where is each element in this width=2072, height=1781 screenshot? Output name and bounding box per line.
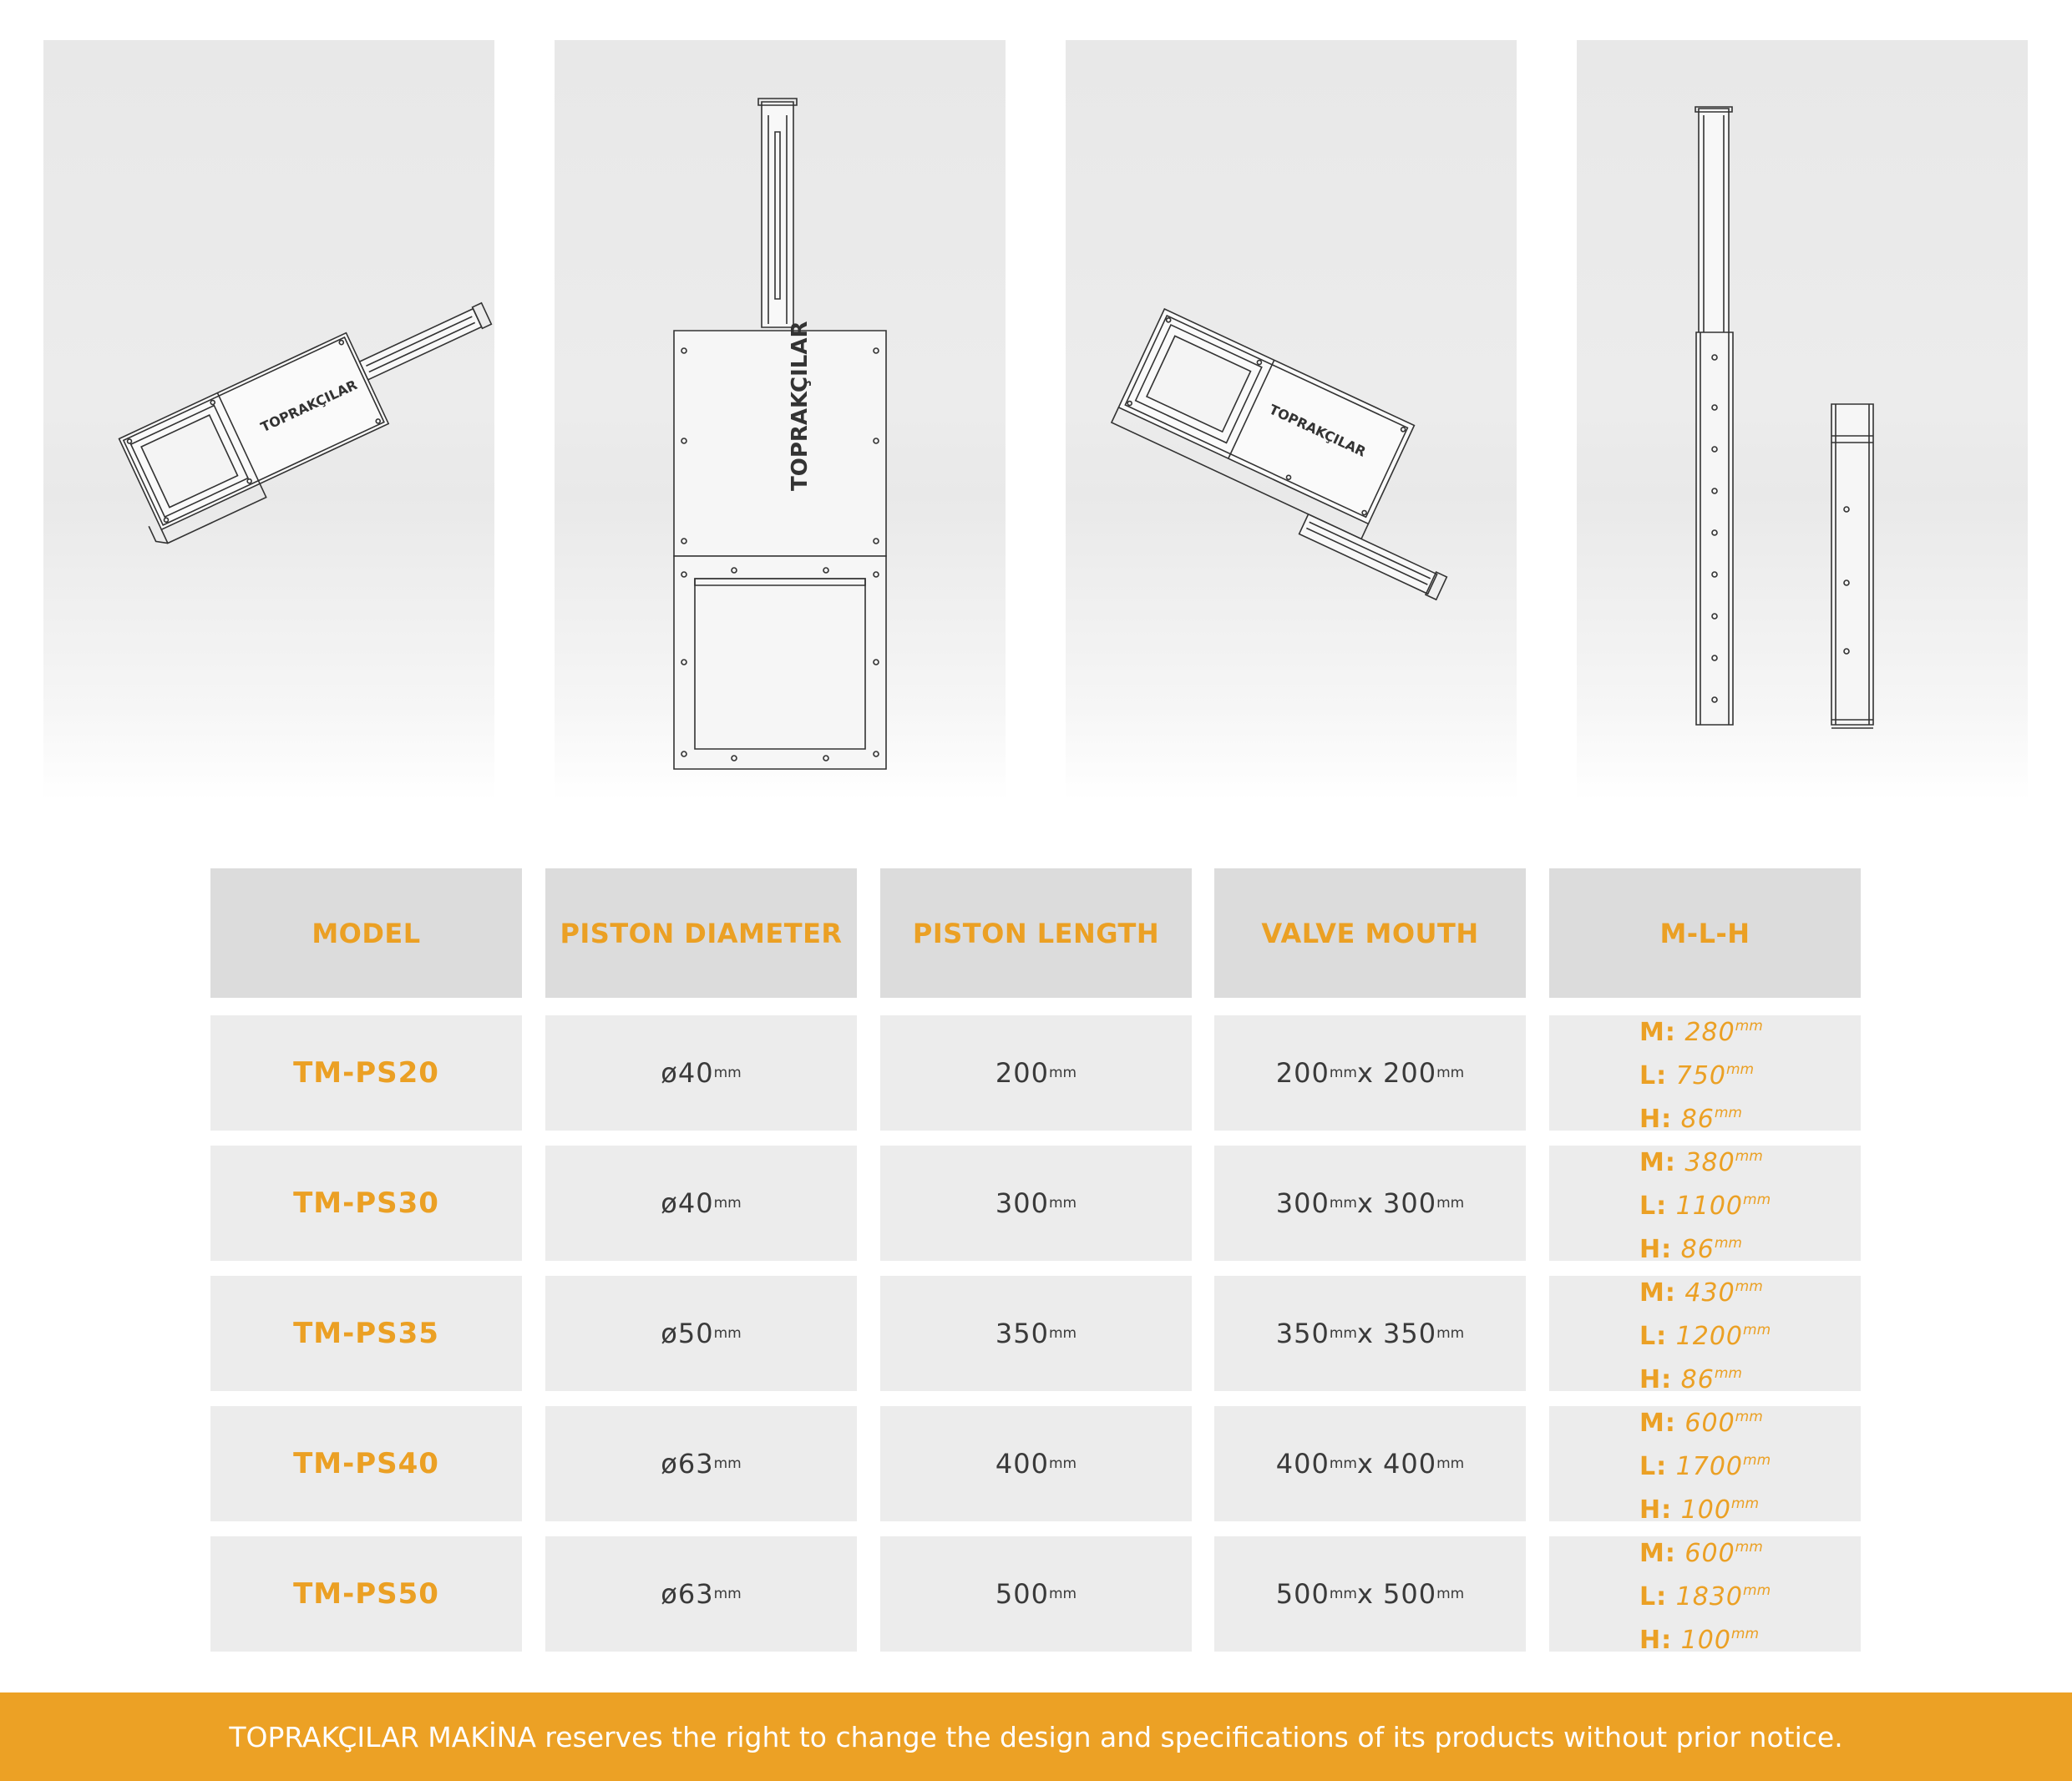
mlh-h-unit: mm [1730, 1626, 1760, 1642]
header-valve-mouth: VALVE MOUTH [1214, 868, 1526, 998]
valve-mouth-a-unit: mm [1329, 1325, 1357, 1342]
mlh-m-line [1639, 1268, 1763, 1312]
piston-diameter-cell [545, 1536, 857, 1652]
valve-mouth-a: 300 [1275, 1187, 1330, 1219]
piston-length-unit: mm [1048, 1195, 1077, 1212]
mlh-l-value: 1200 [1675, 1322, 1744, 1351]
slide-gate-side-drawing [1577, 40, 2028, 800]
mlh-h-unit: mm [1730, 1495, 1760, 1512]
valve-mouth-separator: x [1356, 1318, 1374, 1349]
piston-length-value: 500 [995, 1578, 1049, 1610]
piston-length-cell [880, 1015, 1192, 1131]
valve-mouth-b: 400 [1383, 1448, 1437, 1480]
mlh-h-value: 100 [1680, 1626, 1731, 1655]
footer-notice-text: TOPRAKÇILAR MAKİNA reserves the right to change the design and specifications of its products without prior notice. [229, 1720, 1843, 1753]
mlh-m-line [1639, 1138, 1763, 1181]
mlh-h-value: 86 [1680, 1365, 1715, 1394]
mlh-l-value: 750 [1675, 1061, 1726, 1090]
product-image-isometric-right [1066, 40, 1517, 800]
valve-mouth-b-unit: mm [1436, 1065, 1465, 1081]
model-cell: TM-PS40 [210, 1406, 522, 1521]
mlh-h-label: H: [1639, 1495, 1673, 1525]
model-cell: TM-PS20 [210, 1015, 522, 1131]
mlh-l-value: 1700 [1675, 1452, 1744, 1481]
mlh-h-line [1639, 1485, 1759, 1529]
piston-length-cell [880, 1146, 1192, 1261]
mlh-l-line [1639, 1051, 1754, 1095]
piston-diameter-unit: mm [713, 1455, 742, 1472]
mlh-cell [1549, 1536, 1861, 1655]
valve-mouth-b: 200 [1383, 1057, 1437, 1089]
valve-mouth-separator: x [1356, 1057, 1374, 1089]
mlh-l-line [1639, 1442, 1771, 1485]
mlh-h-label: H: [1639, 1235, 1673, 1264]
piston-length-cell [880, 1406, 1192, 1521]
valve-mouth-b-unit: mm [1436, 1195, 1465, 1212]
valve-mouth-separator: x [1356, 1187, 1374, 1219]
product-image-side [1577, 40, 2028, 800]
mlh-l-value: 1100 [1675, 1192, 1744, 1221]
mlh-l-gap [1667, 1061, 1676, 1090]
mlh-l-value: 1830 [1675, 1582, 1744, 1612]
valve-mouth-gap [1374, 1318, 1383, 1349]
mlh-l-gap [1667, 1452, 1676, 1481]
valve-mouth-b-unit: mm [1436, 1325, 1465, 1342]
valve-mouth-b: 500 [1383, 1578, 1437, 1610]
product-image-front [555, 40, 1006, 800]
valve-mouth-a: 350 [1275, 1318, 1330, 1349]
valve-mouth-gap [1374, 1578, 1383, 1610]
mlh-h-value: 100 [1680, 1495, 1731, 1525]
valve-mouth-gap [1374, 1187, 1383, 1219]
mlh-l-line [1639, 1572, 1771, 1616]
mlh-h-line [1639, 1095, 1742, 1138]
mlh-m-value: 380 [1684, 1148, 1735, 1177]
mlh-h-value: 86 [1680, 1105, 1715, 1134]
header-mlh: M-L-H [1549, 868, 1861, 998]
mlh-m-value: 600 [1684, 1409, 1735, 1438]
valve-mouth-separator: x [1356, 1448, 1374, 1480]
mlh-l-unit: mm [1725, 1061, 1755, 1078]
piston-diameter-unit: mm [713, 1586, 742, 1602]
slide-gate-isometric-right-drawing [1066, 40, 1517, 800]
mlh-h-gap [1672, 1235, 1681, 1264]
mlh-h-gap [1672, 1626, 1681, 1655]
product-image-isometric-left [43, 40, 494, 800]
piston-length-unit: mm [1048, 1586, 1077, 1602]
valve-mouth-a-unit: mm [1329, 1586, 1357, 1602]
mlh-l-line [1639, 1181, 1771, 1225]
mlh-l-gap [1667, 1192, 1676, 1221]
mlh-m-value: 430 [1684, 1278, 1735, 1308]
mlh-h-gap [1672, 1495, 1681, 1525]
piston-length-cell [880, 1276, 1192, 1391]
mlh-l-unit: mm [1743, 1582, 1771, 1599]
mlh-h-line [1639, 1616, 1759, 1659]
mlh-cell [1549, 1146, 1861, 1264]
valve-mouth-b: 350 [1383, 1318, 1437, 1349]
mlh-h-unit: mm [1714, 1365, 1742, 1382]
mlh-m-label: M: [1639, 1539, 1676, 1568]
valve-mouth-cell [1214, 1146, 1526, 1261]
logo-text-front: TOPRAKÇILAR [788, 321, 813, 491]
model-cell: TM-PS30 [210, 1146, 522, 1261]
mlh-m-label: M: [1639, 1409, 1676, 1438]
valve-mouth-gap [1374, 1448, 1383, 1480]
valve-mouth-gap [1374, 1057, 1383, 1089]
slide-gate-front-drawing [555, 40, 1006, 800]
valve-mouth-b-unit: mm [1436, 1455, 1465, 1472]
piston-length-value: 200 [995, 1057, 1049, 1089]
mlh-l-line [1639, 1312, 1771, 1355]
mlh-l-unit: mm [1743, 1322, 1771, 1338]
piston-diameter-value: ø40 [661, 1057, 714, 1089]
piston-diameter-value: ø50 [661, 1318, 714, 1349]
mlh-h-line [1639, 1355, 1742, 1399]
model-cell: TM-PS35 [210, 1276, 522, 1391]
piston-diameter-cell [545, 1276, 857, 1391]
valve-mouth-a-unit: mm [1329, 1195, 1357, 1212]
mlh-m-unit: mm [1735, 1148, 1763, 1165]
valve-mouth-cell [1214, 1276, 1526, 1391]
mlh-m-value: 280 [1684, 1018, 1735, 1047]
valve-mouth-cell [1214, 1536, 1526, 1652]
mlh-cell [1549, 1015, 1861, 1134]
mlh-m-gap [1676, 1539, 1685, 1568]
mlh-m-gap [1676, 1409, 1685, 1438]
mlh-h-label: H: [1639, 1626, 1673, 1655]
mlh-h-label: H: [1639, 1365, 1673, 1394]
piston-length-unit: mm [1048, 1065, 1077, 1081]
mlh-l-label: L: [1639, 1192, 1668, 1221]
piston-length-value: 350 [995, 1318, 1049, 1349]
piston-diameter-unit: mm [713, 1325, 742, 1342]
piston-diameter-value: ø63 [661, 1448, 714, 1480]
mlh-l-label: L: [1639, 1322, 1668, 1351]
mlh-m-label: M: [1639, 1018, 1676, 1047]
mlh-m-label: M: [1639, 1278, 1676, 1308]
valve-mouth-a: 200 [1275, 1057, 1330, 1089]
valve-mouth-a: 500 [1275, 1578, 1330, 1610]
mlh-cell [1549, 1276, 1861, 1394]
mlh-l-label: L: [1639, 1061, 1668, 1090]
mlh-m-unit: mm [1735, 1018, 1763, 1035]
mlh-l-gap [1667, 1322, 1676, 1351]
slide-gate-isometric-drawing [43, 40, 494, 800]
piston-diameter-unit: mm [713, 1065, 742, 1081]
logo-text: TOPRAKÇILAR [258, 377, 360, 436]
piston-length-cell [880, 1536, 1192, 1652]
header-piston-diameter: PISTON DIAMETER [545, 868, 857, 998]
valve-mouth-a-unit: mm [1329, 1455, 1357, 1472]
mlh-l-label: L: [1639, 1582, 1668, 1612]
valve-mouth-separator: x [1356, 1578, 1374, 1610]
mlh-m-unit: mm [1735, 1278, 1763, 1295]
valve-mouth-cell [1214, 1015, 1526, 1131]
logo-text-right: TOPRAKÇILAR [1266, 401, 1369, 460]
piston-length-value: 400 [995, 1448, 1049, 1480]
mlh-m-gap [1676, 1148, 1685, 1177]
piston-length-value: 300 [995, 1187, 1049, 1219]
valve-mouth-a: 400 [1275, 1448, 1330, 1480]
valve-mouth-a-unit: mm [1329, 1065, 1357, 1081]
mlh-m-line [1639, 1399, 1763, 1442]
piston-diameter-value: ø63 [661, 1578, 714, 1610]
piston-diameter-cell [545, 1015, 857, 1131]
mlh-l-gap [1667, 1582, 1676, 1612]
valve-mouth-b-unit: mm [1436, 1586, 1465, 1602]
mlh-m-gap [1676, 1018, 1685, 1047]
model-cell: TM-PS50 [210, 1536, 522, 1652]
mlh-m-gap [1676, 1278, 1685, 1308]
mlh-h-line [1639, 1225, 1742, 1268]
piston-diameter-cell [545, 1146, 857, 1261]
header-model: MODEL [210, 868, 522, 998]
piston-diameter-unit: mm [713, 1195, 742, 1212]
piston-diameter-value: ø40 [661, 1187, 714, 1219]
mlh-l-unit: mm [1743, 1452, 1771, 1469]
mlh-h-label: H: [1639, 1105, 1673, 1134]
mlh-cell [1549, 1406, 1861, 1525]
mlh-l-label: L: [1639, 1452, 1668, 1481]
mlh-m-unit: mm [1735, 1409, 1763, 1425]
footer-notice-bar [0, 1692, 2072, 1781]
mlh-h-unit: mm [1714, 1105, 1742, 1121]
mlh-m-line [1639, 1529, 1763, 1572]
mlh-h-gap [1672, 1365, 1681, 1394]
mlh-h-unit: mm [1714, 1235, 1742, 1252]
mlh-h-gap [1672, 1105, 1681, 1134]
mlh-m-label: M: [1639, 1148, 1676, 1177]
piston-diameter-cell [545, 1406, 857, 1521]
piston-length-unit: mm [1048, 1455, 1077, 1472]
piston-length-unit: mm [1048, 1325, 1077, 1342]
mlh-h-value: 86 [1680, 1235, 1715, 1264]
mlh-l-unit: mm [1743, 1192, 1771, 1208]
valve-mouth-cell [1214, 1406, 1526, 1521]
valve-mouth-b: 300 [1383, 1187, 1437, 1219]
mlh-m-unit: mm [1735, 1539, 1763, 1556]
header-piston-length: PISTON LENGTH [880, 868, 1192, 998]
mlh-m-value: 600 [1684, 1539, 1735, 1568]
mlh-m-line [1639, 1008, 1763, 1051]
